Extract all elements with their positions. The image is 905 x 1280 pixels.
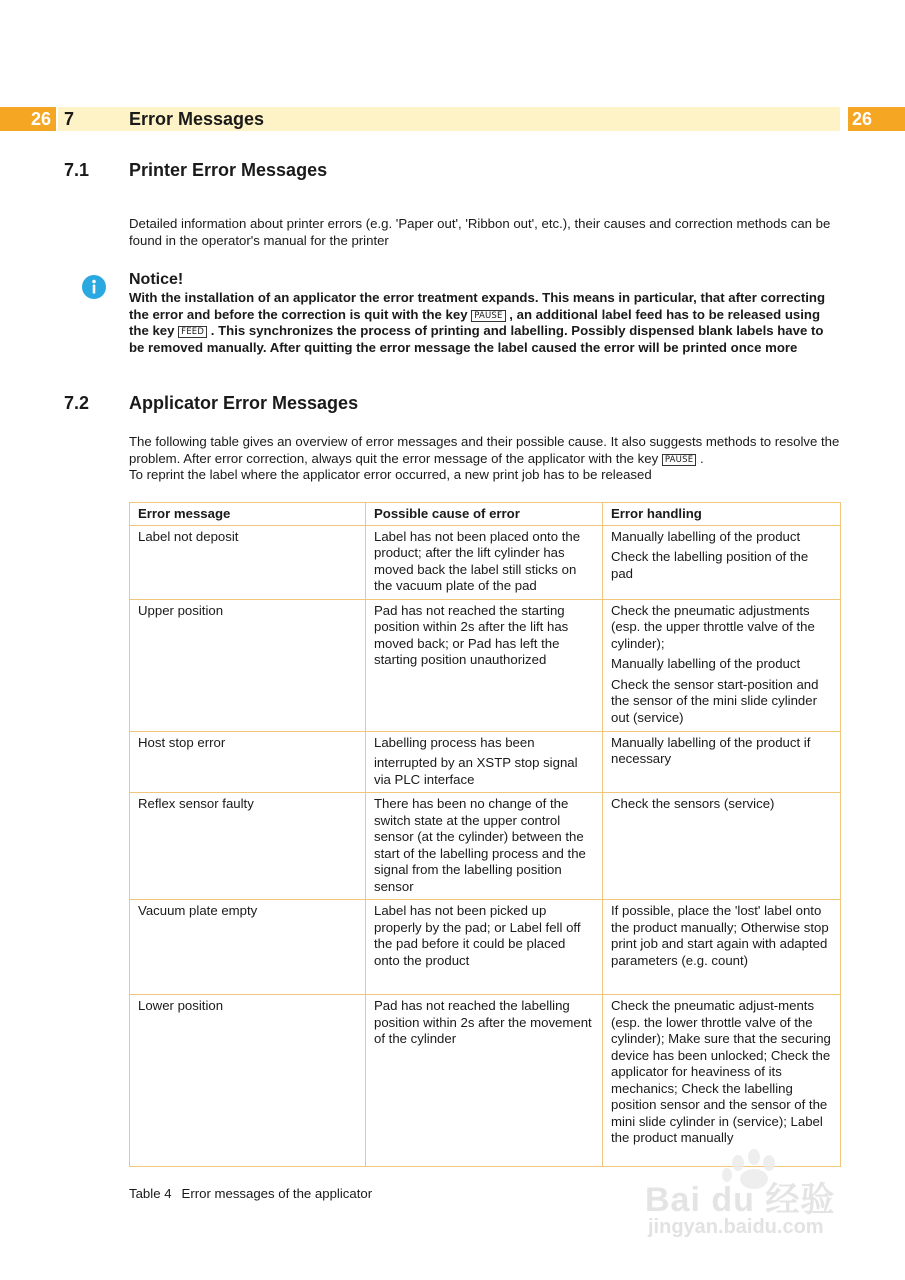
column-header: Error message bbox=[130, 503, 366, 526]
chapter-number: 7 bbox=[64, 109, 75, 129]
handling-text: Manually labelling of the product bbox=[611, 528, 801, 544]
handling-text: Check the sensor start-position and the sensor of the mini slide cylinder out (service) bbox=[611, 676, 819, 725]
handling-cell bbox=[603, 525, 841, 599]
handling-text: Check the labelling position of the pad bbox=[611, 549, 809, 581]
section-7-1-intro: Detailed information about printer errors (e.g. 'Paper out', 'Ribbon out', etc.), their causes and correction methods can be found in the operator's manual for the printer bbox=[129, 216, 831, 248]
section-7-1-number: 7.1 bbox=[64, 160, 90, 180]
table-row bbox=[130, 793, 841, 900]
cause-text: Label has not been picked up properly by the pad; or Label fell off the pad before it could be placed onto the product bbox=[374, 903, 581, 968]
section-7-2-number: 7.2 bbox=[64, 393, 90, 413]
error-message-cell: Vacuum plate empty bbox=[130, 900, 366, 995]
error-message-cell: Lower position bbox=[130, 995, 366, 1167]
handling-text: Check the pneumatic adjust-ments (esp. the lower throttle valve of the cylinder); Make sure that the securing device has been unlocked; Check the applicator for heaviness of its mechanics; Check the labelling position sensor and the sensor of the mini slide cylinder in (service); Label the product manually bbox=[611, 998, 831, 1145]
cause-cell bbox=[366, 525, 603, 599]
cause-text: interrupted by an XSTP stop signal via PLC interface bbox=[374, 755, 578, 787]
notice-text-2: , an additional label feed has to be released using the key bbox=[129, 306, 820, 338]
table-row bbox=[130, 525, 841, 599]
error-message-cell: Host stop error bbox=[130, 731, 366, 793]
cause-cell bbox=[366, 793, 603, 900]
section-7-1-title: Printer Error Messages bbox=[129, 160, 328, 180]
section-7-2-intro-text: The following table gives an overview of error messages and their possible cause. It also suggests methods to resolve the problem. After error correction, always quit the error message of the applicator with the key bbox=[129, 434, 840, 466]
caption-text: Error messages of the applicator bbox=[181, 1186, 373, 1201]
notice-title: Notice! bbox=[129, 271, 184, 288]
table-caption bbox=[129, 1186, 372, 1202]
table-row bbox=[130, 900, 841, 995]
table-row bbox=[130, 731, 841, 793]
table-row bbox=[130, 995, 841, 1167]
notice-text-1: With the installation of an applicator the error treatment expands. This means in particular, that after correcting the error and before the correction is quit with the key bbox=[129, 290, 826, 322]
error-message-cell: Reflex sensor faulty bbox=[130, 793, 366, 900]
section-7-2-title: Applicator Error Messages bbox=[129, 393, 359, 413]
chapter-title: Error Messages bbox=[129, 109, 265, 129]
cause-text: There has been no change of the switch state at the upper control sensor (at the cylinder) between the start of the labelling process and the signal from the labelling position sensor bbox=[374, 796, 586, 894]
cause-cell bbox=[366, 995, 603, 1167]
page-number-right: 26 bbox=[848, 107, 905, 131]
page-number-left: 26 bbox=[0, 107, 56, 131]
handling-cell bbox=[603, 731, 841, 793]
info-icon bbox=[82, 275, 106, 299]
column-header: Error handling bbox=[603, 503, 841, 526]
handling-cell bbox=[603, 599, 841, 731]
handling-cell bbox=[603, 793, 841, 900]
notice-body bbox=[129, 290, 841, 356]
section-7-2-intro bbox=[129, 434, 841, 484]
handling-cell bbox=[603, 995, 841, 1167]
cause-cell bbox=[366, 599, 603, 731]
handling-text: Manually labelling of the product bbox=[611, 656, 801, 671]
table-header-row bbox=[130, 503, 841, 526]
cause-cell bbox=[366, 900, 603, 995]
cause-text: Pad has not reached the starting position within 2s after the lift has moved back; or Pad has left the starting position unauthorized bbox=[374, 602, 569, 667]
pause-key: PAUSE bbox=[662, 454, 696, 466]
notice-text-3: . This synchronizes the process of printing and labelling. Possibly dispensed blank labels have to be removed manually. After quitting the error message the label caused the error will be printed once more bbox=[129, 323, 824, 355]
watermark-brand: Bai du 经验 bbox=[645, 1181, 836, 1219]
handling-cell bbox=[603, 900, 841, 995]
cause-cell bbox=[366, 731, 603, 793]
error-message-cell: Upper position bbox=[130, 599, 366, 731]
section-7-2-intro-end: . bbox=[699, 450, 704, 466]
cause-text: Pad has not reached the labelling position within 2s after the movement of the cylinder bbox=[374, 998, 592, 1046]
handling-text: Check the pneumatic adjustments (esp. the upper throttle valve of the cylinder); bbox=[611, 602, 815, 651]
watermark-url: jingyan.baidu.com bbox=[648, 1216, 824, 1238]
section-7-2-intro-reprint: To reprint the label where the applicator error occurred, a new print job has to be released bbox=[129, 467, 652, 482]
handling-text: If possible, place the 'lost' label onto the product manually; Otherwise stop print job and start again with adapted parameters (e.g. count) bbox=[611, 903, 829, 968]
caption-label: Table 4 bbox=[129, 1186, 172, 1201]
handling-text: Manually labelling of the product if necessary bbox=[611, 734, 811, 766]
error-table bbox=[129, 502, 841, 1167]
feed-key: FEED bbox=[178, 326, 207, 338]
handling-text: Check the sensors (service) bbox=[611, 796, 775, 811]
error-message-cell: Label not deposit bbox=[130, 525, 366, 599]
pause-key: PAUSE bbox=[471, 310, 505, 322]
column-header: Possible cause of error bbox=[366, 503, 603, 526]
cause-text: Labelling process has been bbox=[374, 734, 535, 750]
cause-text: Label has not been placed onto the product; after the lift cylinder has moved back the label still sticks on the vacuum plate of the pad bbox=[374, 528, 581, 593]
table-row bbox=[130, 599, 841, 731]
